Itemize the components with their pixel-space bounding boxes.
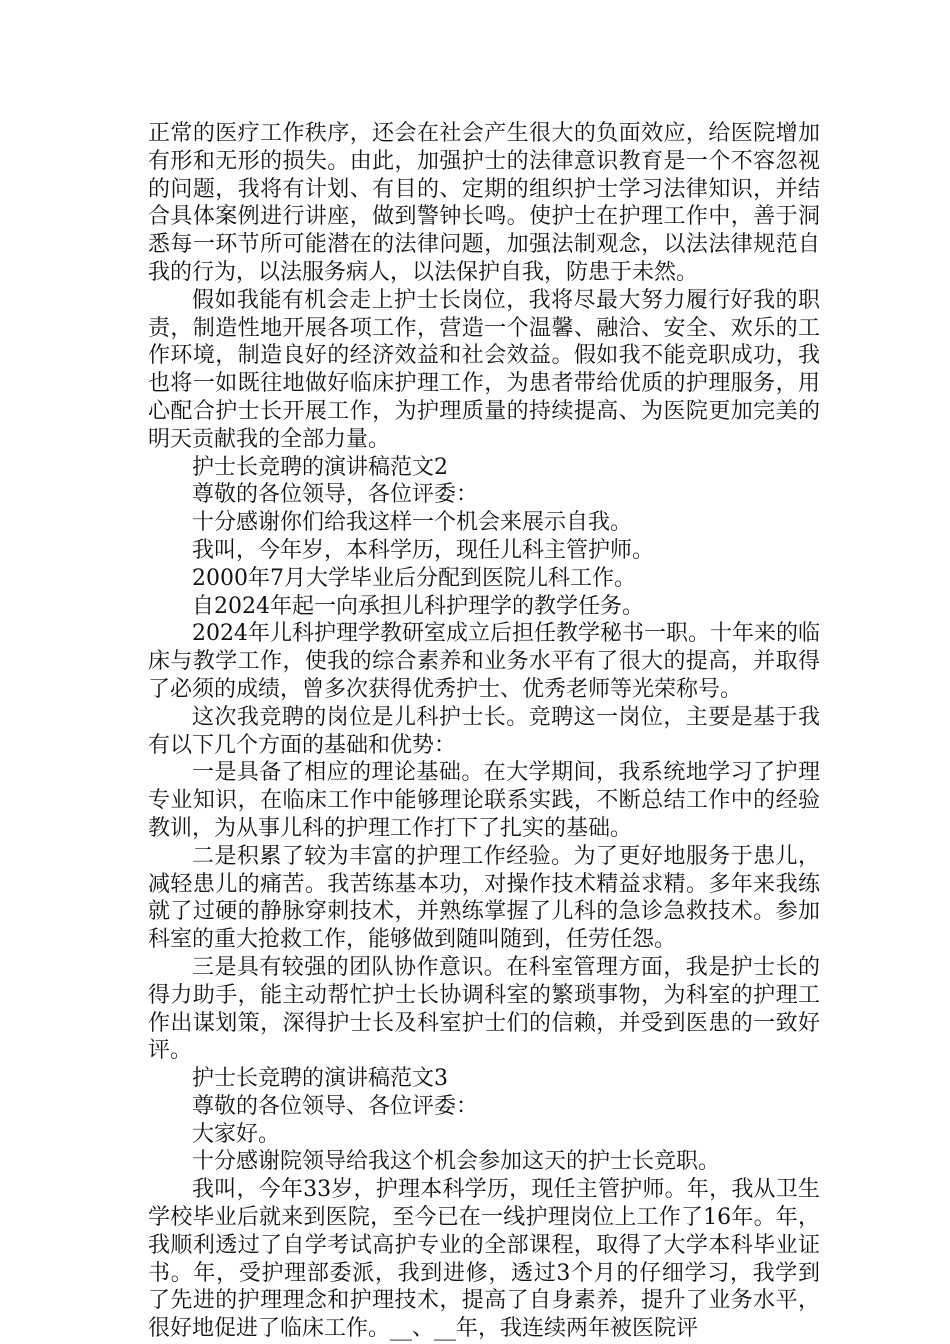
paragraph: 十分感谢你们给我这样一个机会来展示自我。 <box>192 510 633 536</box>
paragraph: 2024年儿科护理学教研室成立后担任教学秘书一职。十年来的临床与教学工作，使我的综合素养和业务水平有了很大的提高，并取得了必须的成绩，曾多次获得优秀护士、优秀老师等光荣称号。 <box>148 621 820 702</box>
document-body <box>148 120 820 1343</box>
paragraph: 这次我竞聘的岗位是儿科护士长。竞聘这一岗位，主要是基于我有以下几个方面的基础和优势： <box>148 704 820 758</box>
paragraph: 一是具备了相应的理论基础。在大学期间，我系统地学习了护理专业知识，在临床工作中能够理论联系实践，不断总结工作中的经验教训，为从事儿科的护理工作打下了扎实的基础。 <box>148 760 820 841</box>
salutation: 尊敬的各位领导，各位评委： <box>192 482 479 508</box>
section-heading: 护士长竞聘的演讲稿范文3 <box>192 1066 448 1092</box>
paragraph: 二是积累了较为丰富的护理工作经验。为了更好地服务于患儿，减轻患儿的痛苦。我苦练基本功，对操作技术精益求精。多年来我练就了过硬的静脉穿刺技术，并熟练掌握了儿科的急诊急救技术。参加科室的重大抢救工作，能够做到随叫随到，任劳任怨。 <box>148 843 820 953</box>
paragraph: 十分感谢院领导给我这个机会参加这天的护士长竞职。 <box>192 1149 721 1175</box>
paragraph: 假如我能有机会走上护士长岗位，我将尽最大努力履行好我的职责，制造性地开展各项工作，营造一个温馨、融洽、安全、欢乐的工作环境，制造良好的经济效益和社会效益。假如我不能竞职成功，我也将一如既往地做好临床护理工作，为患者带给优质的护理服务，用心配合护士长开展工作，为护理质量的持续提高、为医院更加完美的明天贡献我的全部力量。 <box>148 287 820 452</box>
paragraph: 我叫，今年岁，本科学历，现任儿科主管护师。 <box>192 537 655 563</box>
paragraph: 三是具有较强的团队协作意识。在科室管理方面，我是护士长的得力助手，能主动帮忙护士长协调科室的繁琐事物，为科室的护理工作出谋划策，深得护士长及科室护士们的信赖，并受到医患的一致好评。 <box>148 954 820 1064</box>
paragraph: 自2024年起一向承担儿科护理学的教学任务。 <box>192 593 644 619</box>
salutation: 尊敬的各位领导、各位评委： <box>192 1093 479 1119</box>
section-heading: 护士长竞聘的演讲稿范文2 <box>192 454 448 480</box>
paragraph: 大家好。 <box>192 1121 281 1147</box>
paragraph: 我叫，今年33岁，护理本科学历，现任主管护师。年，我从卫生学校毕业后就来到医院，至今已在一线护理岗位上工作了16年。年，我顺利透过了自学考试高护专业的全部课程，取得了大学本科毕业证书。年，受护理部委派，我到进修，透过3个月的仔细学习，我学到了先进的护理理念和护理技术，提高了自身素养，提升了业务水平，很好地促进了临床工作。__、__年，我连续两年被医院评 <box>148 1177 820 1342</box>
paragraph: 正常的医疗工作秩序，还会在社会产生很大的负面效应，给医院增加有形和无形的损失。由此，加强护士的法律意识教育是一个不容忽视的问题，我将有计划、有目的、定期的组织护士学习法律知识，并结合具体案例进行讲座，做到警钟长鸣。使护士在护理工作中，善于洞悉每一环节所可能潜在的法律问题，加强法制观念，以法法律规范自我的行为，以法服务病人，以法保护自我，防患于未然。 <box>148 121 820 285</box>
paragraph: 2000年7月大学毕业后分配到医院儿科工作。 <box>192 565 636 591</box>
